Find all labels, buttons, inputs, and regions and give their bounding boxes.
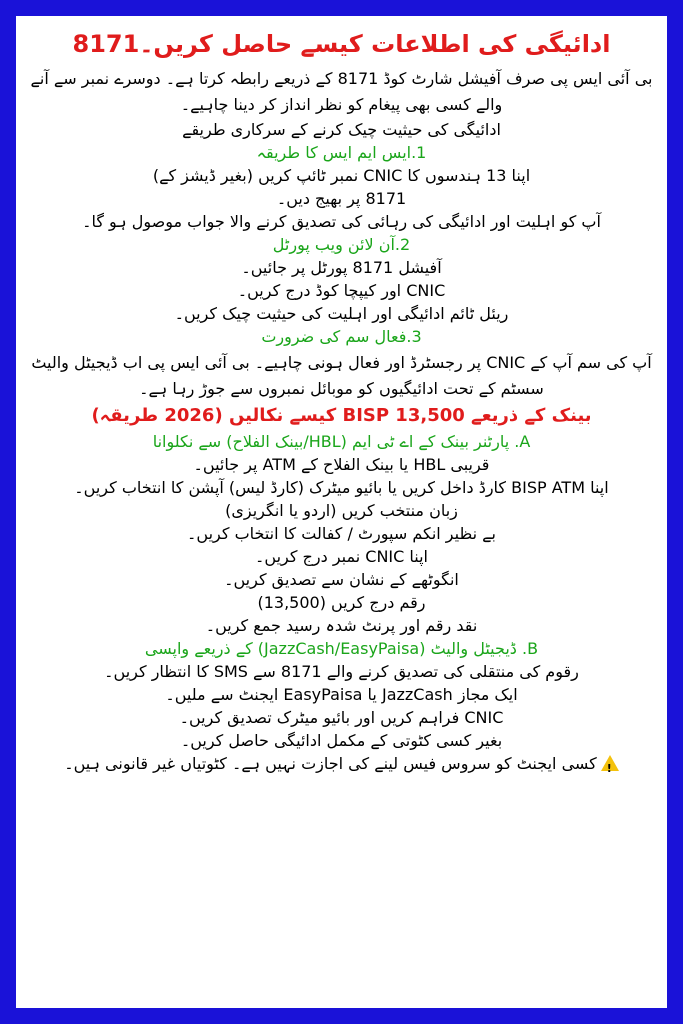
warning-icon <box>601 755 619 771</box>
sim-paragraph: آپ کی سم آپ کے CNIC پر رجسٹرڈ اور فعال ہونی چاہیے۔ بی آئی ایس پی اب ڈیجیٹل والیٹ سسٹم کے تحت ادائیگیوں کو موبائل نمبروں سے جوڑ رہا ہے۔ <box>31 353 652 398</box>
methods-heading: ادائیگی کی حیثیت چیک کرنے کے سرکاری طریقے <box>182 120 501 139</box>
atm-step: اپنا CNIC نمبر درج کریں۔ <box>255 547 428 566</box>
intro-paragraph: بی آئی ایس پی صرف آفیشل شارٹ کوڈ 8171 کے ذریعے رابطہ کرتا ہے۔ دوسرے نمبر سے آنے والے کسی بھی پیغام کو نظر انداز کر دینا چاہیے۔ <box>30 69 653 114</box>
atm-step: اپنا BISP ATM کارڈ داخل کریں یا بائیو میٹرک (کارڈ لیس) آپشن کا انتخاب کریں۔ <box>74 478 609 497</box>
portal-step: CNIC اور کیپچا کوڈ درج کریں۔ <box>237 281 446 300</box>
bank-heading: بینک کے ذریعے BISP 13,500 کیسے نکالیں (2026 طریقہ) <box>91 405 592 426</box>
portal-heading: 2.آن لائن ویب پورٹل <box>272 235 411 254</box>
atm-step: زبان منتخب کریں (اردو یا انگریزی) <box>225 501 458 520</box>
portal-step: ریئل ٹائم ادائیگی اور اہلیت کی حیثیت چیک کریں۔ <box>174 304 509 323</box>
atm-step: نقد رقم اور پرنٹ شدہ رسید جمع کریں۔ <box>205 616 478 635</box>
wallet-step: ایک مجاز JazzCash یا EasyPaisa ایجنٹ سے ملیں۔ <box>165 685 518 704</box>
sms-step: اپنا 13 ہندسوں کا CNIC نمبر ٹائپ کریں (بغیر ڈیشز کے) <box>152 166 531 185</box>
sms-heading: 1.ایس ایم ایس کا طریقہ <box>256 143 427 162</box>
wallet-step: رقوم کی منتقلی کی تصدیق کرنے والے 8171 سے SMS کا انتظار کریں۔ <box>104 662 579 681</box>
atm-step: بے نظیر انکم سپورٹ / کفالت کا انتخاب کریں۔ <box>187 524 496 543</box>
atm-heading: A. پارٹنر بینک کے اے ٹی ایم (HBL/بینک الفلاح) سے نکلوانا <box>152 432 531 451</box>
atm-step: قریبی HBL یا بینک الفلاح کے ATM پر جائیں۔ <box>193 455 490 474</box>
article-card <box>16 16 667 1008</box>
atm-step: انگوٹھے کے نشان سے تصدیق کریں۔ <box>224 570 459 589</box>
sim-heading: 3.فعال سم کی ضرورت <box>261 327 422 346</box>
warning-line <box>30 752 653 775</box>
wallet-step: CNIC فراہم کریں اور بائیو میٹرک تصدیق کریں۔ <box>179 708 504 727</box>
warning-text: کسی ایجنٹ کو سروس فیس لینے کی اجازت نہیں ہے۔ کٹوتیاں غیر قانونی ہیں۔ <box>64 754 597 773</box>
wallet-heading: B. ڈیجیٹل والیٹ (JazzCash/EasyPaisa) کے ذریعے واپسی <box>144 639 539 658</box>
atm-step: رقم درج کریں (13,500) <box>257 593 426 612</box>
page-title: ادائیگی کی اطلاعات کیسے حاصل کریں۔8171 <box>72 30 611 58</box>
sms-step: آپ کو اہلیت اور ادائیگی کی رہائی کی تصدیق کرنے والا جواب موصول ہو گا۔ <box>82 212 601 231</box>
wallet-step: بغیر کسی کٹوتی کے مکمل ادائیگی حاصل کریں۔ <box>180 731 503 750</box>
portal-step: آفیشل 8171 پورٹل پر جائیں۔ <box>241 258 442 277</box>
sms-step: 8171 پر بھیج دیں۔ <box>276 189 407 208</box>
